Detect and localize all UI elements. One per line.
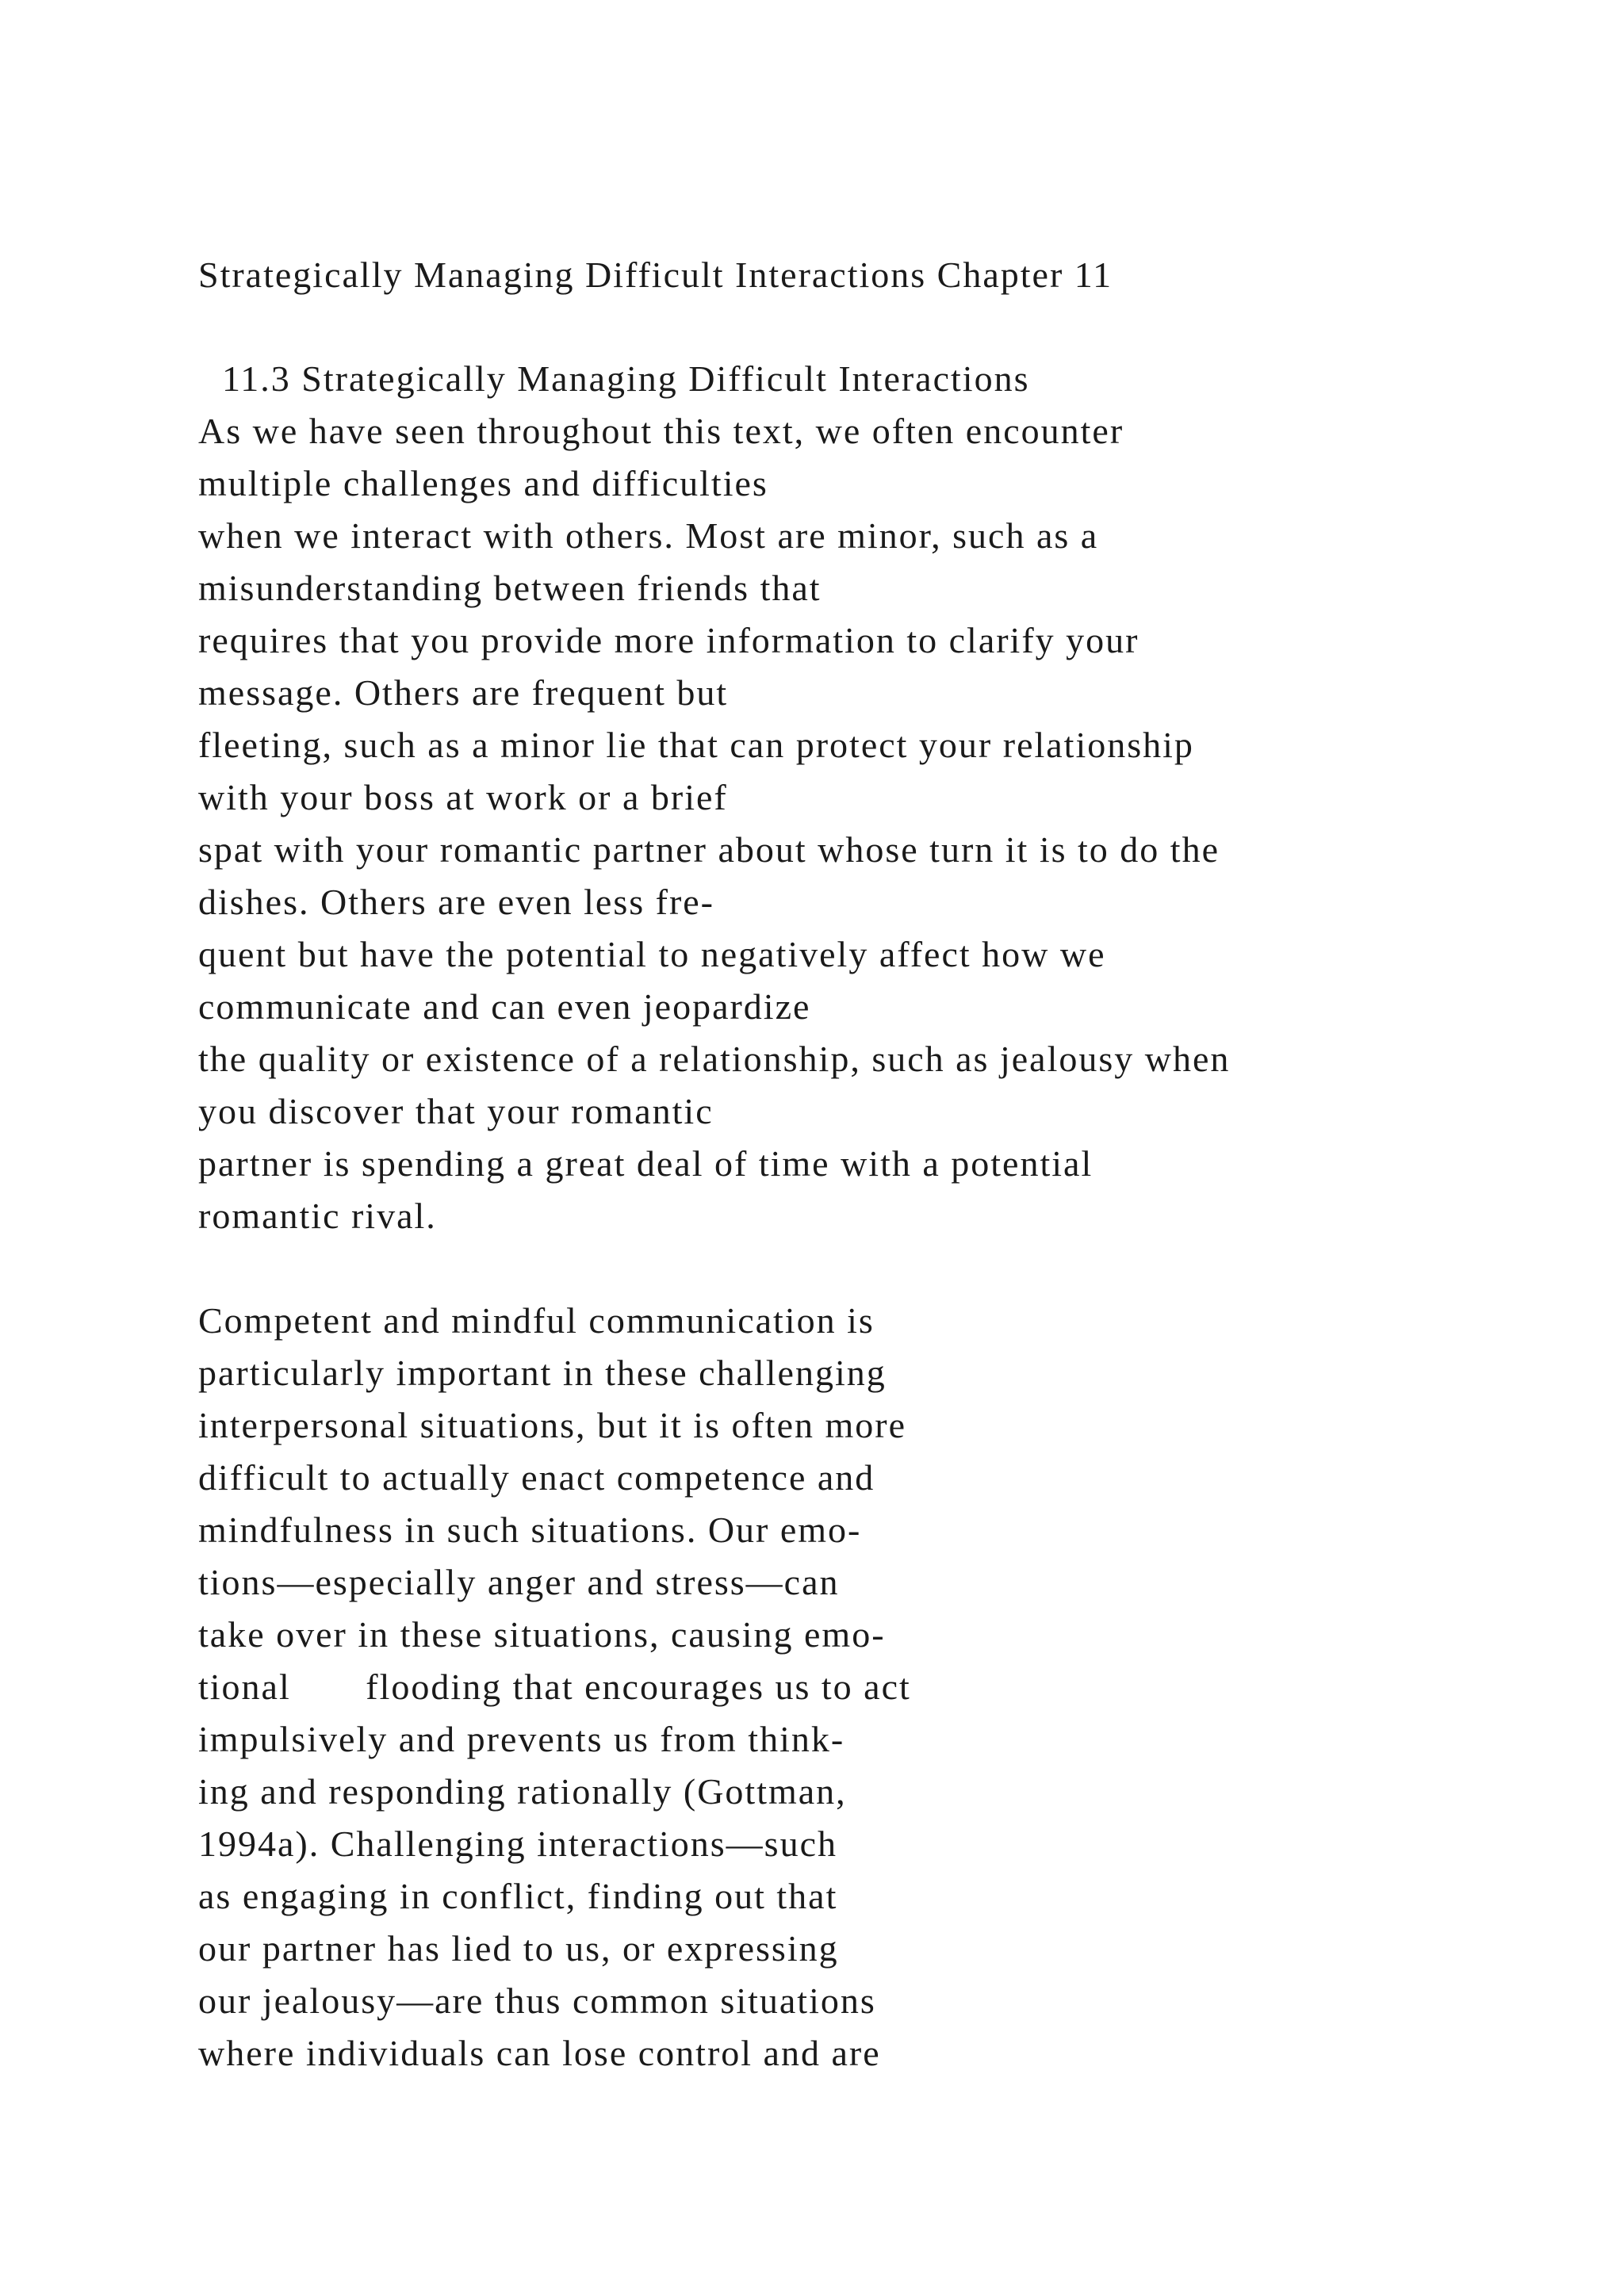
- text-line: particularly important in these challenging: [198, 1353, 887, 1393]
- text-line: ing and responding rationally (Gottman,: [198, 1771, 847, 1812]
- text-line: impulsively and prevents us from think-: [198, 1719, 845, 1759]
- text-line: when we interact with others. Most are minor, such as a: [198, 515, 1099, 556]
- section-heading: 11.3 Strategically Managing Difficult Interactions: [222, 358, 1030, 399]
- text-line: communicate and can even jeopardize: [198, 986, 811, 1027]
- text-line: interpersonal situations, but it is often more: [198, 1405, 907, 1445]
- text-line: where individuals can lose control and are: [198, 2033, 881, 2073]
- text-line: romantic rival.: [198, 1196, 437, 1236]
- document-title: Strategically Managing Difficult Interactions Chapter 11: [198, 254, 1113, 295]
- text-line: quent but have the potential to negatively affect how we: [198, 934, 1106, 974]
- text-line: difficult to actually enact competence and: [198, 1457, 875, 1498]
- text-line: fleeting, such as a minor lie that can protect your relationship: [198, 725, 1194, 765]
- text-line: multiple challenges and difficulties: [198, 463, 768, 503]
- text-line: as engaging in conflict, finding out that: [198, 1876, 838, 1916]
- text-line: requires that you provide more information to clarify your: [198, 620, 1139, 660]
- text-line: with your boss at work or a brief: [198, 777, 728, 817]
- text-line: misunderstanding between friends that: [198, 568, 822, 608]
- text-line: 1994a). Challenging interactions—such: [198, 1823, 838, 1864]
- text-line: message. Others are frequent but: [198, 672, 729, 713]
- text-line: Competent and mindful communication is: [198, 1300, 875, 1341]
- text-line: partner is spending a great deal of time with a potential: [198, 1143, 1094, 1184]
- text-line: take over in these situations, causing emo-: [198, 1614, 886, 1655]
- text-line: spat with your romantic partner about whose turn it is to do the: [198, 829, 1220, 870]
- text-line: dishes. Others are even less fre-: [198, 882, 714, 922]
- text-line: As we have seen throughout this text, we often encounter: [198, 411, 1124, 451]
- text-line: the quality or existence of a relationship, such as jealousy when: [198, 1039, 1231, 1079]
- text-line: tional flooding that encourages us to act: [198, 1667, 911, 1707]
- text-line: mindfulness in such situations. Our emo-: [198, 1510, 862, 1550]
- text-line: our jealousy—are thus common situations: [198, 1980, 876, 2021]
- text-line: tions—especially anger and stress—can: [198, 1562, 840, 1602]
- text-line: our partner has lied to us, or expressing: [198, 1928, 839, 1969]
- text-line: you discover that your romantic: [198, 1091, 714, 1131]
